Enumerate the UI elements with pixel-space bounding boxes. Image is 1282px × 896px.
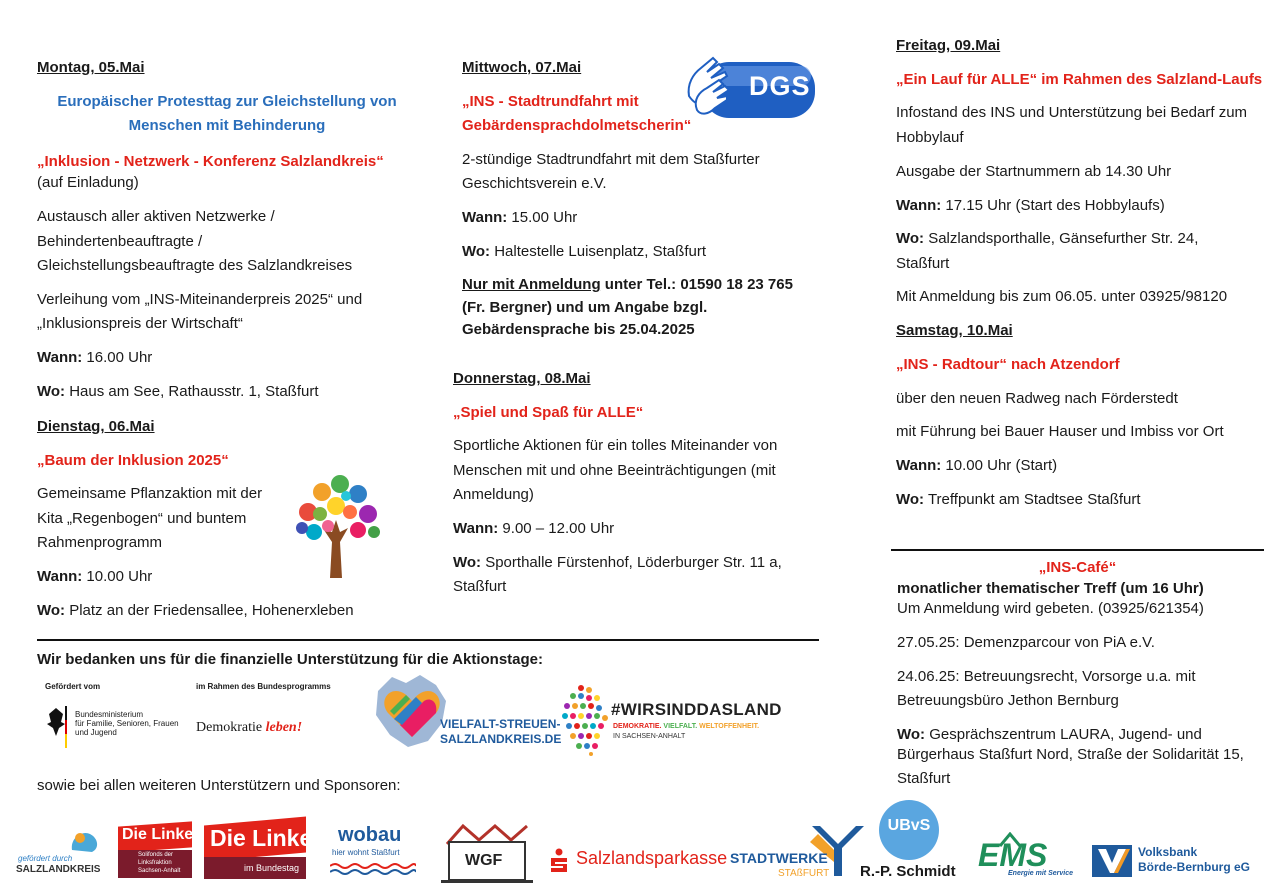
saturday-where (896, 490, 1141, 510)
leben-text: leben! (265, 720, 303, 735)
saturday-when (896, 456, 1057, 476)
tuesday-desc-3: Rahmenprogramm (37, 534, 163, 551)
wednesday-registration-1 (462, 275, 793, 295)
wednesday-registration-3: Gebärdensprache bis 25.04.2025 (462, 321, 695, 338)
vielfalt-line-1: VIELFALT-STREUEN- (440, 717, 561, 731)
monday-where (37, 382, 319, 402)
wir-democracy: DEMOKRATIE. (613, 723, 662, 730)
monday-desc-2: Behindertenbeauftragte / (37, 233, 203, 250)
sparkasse-s-icon (548, 848, 570, 872)
wir-diversity: VIELFALT. (661, 723, 698, 730)
funded-by-label: Gefördert vom (45, 682, 101, 691)
saturday-desc-2: mit Führung bei Bauer Hauser und Imbiss vor Ort (896, 423, 1224, 440)
when-value: 10.00 Uhr (Start) (941, 457, 1058, 474)
stadtwerke-text: STADTWERKE (730, 850, 828, 866)
hand-tree-icon (288, 472, 384, 578)
cafe-title: „INS-Café“ (1038, 559, 1117, 576)
sponsors-line: sowie bei allen weiteren Unterstützern und Sponsoren: (37, 777, 401, 794)
linke-text: Die Linke (122, 826, 194, 843)
cafe-where-1 (897, 725, 1202, 745)
wednesday-title-1: „INS - Stadtrundfahrt mit (462, 93, 639, 110)
when-label: Wann: (462, 209, 508, 226)
thursday-desc-1: Sportliche Aktionen für ein tolles Miteinander von (453, 437, 778, 454)
where-label: Wo: (896, 491, 925, 508)
linke-sub-2: Linksfraktion (138, 860, 172, 866)
when-label: Wann: (896, 457, 942, 474)
bmfsfj-line-3: und Jugend (75, 728, 117, 737)
where-label: Wo: (897, 726, 926, 743)
linke2-text: Die Linke (210, 825, 313, 851)
volksbank-v-icon (1092, 845, 1132, 877)
friday-desc-3: Ausgabe der Startnummern ab 14.30 Uhr (896, 163, 1172, 180)
tuesday-when (37, 567, 152, 587)
where-label: Wo: (37, 602, 66, 619)
stadtwerke-sub: STAßFURT (778, 868, 830, 879)
friday-desc-2: Hobbylauf (896, 129, 964, 146)
when-label: Wann: (37, 349, 83, 366)
friday-where-1 (896, 229, 1198, 249)
where-label: Wo: (453, 554, 482, 571)
salzland-line-2: SALZLANDKREIS (16, 864, 101, 875)
where-value: Haus am See, Rathausstr. 1, Staßfurt (65, 383, 319, 400)
cafe-event-2a: 24.06.25: Betreuungsrecht, Vorsorge u.a. mit (897, 668, 1196, 685)
dgs-text: DGS (749, 71, 811, 101)
thursday-where-1 (453, 553, 782, 573)
where-label: Wo: (37, 383, 66, 400)
friday-where-2: Staßfurt (896, 255, 950, 272)
saturday-desc-1: über den neuen Radweg nach Förderstedt (896, 390, 1178, 407)
bmfsfj-logo (45, 682, 190, 760)
wobau-sub: hier wohnt Staßfurt (332, 848, 400, 857)
friday-title: „Ein Lauf für ALLE“ im Rahmen des Salzland-Laufs (896, 71, 1263, 88)
sparkasse-logo (548, 846, 728, 874)
linke-bundestag-logo (204, 817, 313, 879)
wir-openness: WELTOFFENHEIT. (697, 723, 760, 730)
wobau-logo (328, 824, 418, 880)
salzlandkreis-mark-icon (68, 826, 102, 854)
when-value: 16.00 Uhr (82, 349, 153, 366)
friday-desc-1: Infostand des INS und Unterstützung bei Bedarf zum (896, 104, 1248, 121)
cafe-where-2: Bürgerhaus Staßfurt Nord, Straße der Solidarität 15, (897, 746, 1244, 763)
linke-sub-3: Sachsen-Anhalt (138, 868, 181, 874)
monday-award-1: Verleihung vom „INS-Miteinanderpreis 2025“ und (37, 291, 363, 308)
federal-eagle-icon (45, 706, 67, 750)
wednesday-when (462, 208, 577, 228)
schmidt-text: R.-P. Schmidt (860, 863, 956, 880)
saturday-title: „INS - Radtour“ nach Atzendorf (896, 356, 1120, 373)
bmfsfj-line-1: Bundesministerium (75, 710, 144, 719)
cafe-registration: Um Anmeldung wird gebeten. (03925/621354) (897, 600, 1204, 617)
thursday-heading: Donnerstag, 08.Mai (453, 370, 591, 387)
monday-note: (auf Einladung) (37, 174, 139, 191)
wednesday-where (462, 242, 706, 262)
thursday-title: „Spiel und Spaß für ALLE“ (453, 404, 644, 421)
monday-subtitle-1: Europäischer Protesttag zur Gleichstellung von (57, 93, 397, 110)
tuesday-desc-1: Gemeinsame Pflanzaktion mit der (37, 485, 263, 502)
program-label: im Rahmen des Bundesprogramms (196, 682, 331, 691)
when-value: 15.00 Uhr (507, 209, 578, 226)
where-value: Salzlandsporthalle, Gänsefurther Str. 24, (924, 230, 1199, 247)
where-value: Platz an der Friedensallee, Hohenerxleben (65, 602, 354, 619)
wobau-wave-icon (330, 862, 416, 876)
tuesday-desc-2: Kita „Regenbogen“ und buntem (37, 510, 247, 527)
thanks-divider (37, 639, 819, 641)
wednesday-desc-2: Geschichtsverein e.V. (462, 175, 607, 192)
monday-subtitle-2: Menschen mit Behinderung (128, 117, 326, 134)
saturday-heading: Samstag, 10.Mai (896, 322, 1013, 339)
cafe-event-2b: Betreuungsbüro Jethon Bernburg (897, 692, 1119, 709)
linke-sub-1: Solifonds der (138, 852, 174, 858)
where-label: Wo: (896, 230, 925, 247)
wgf-text: WGF (465, 852, 503, 869)
ems-text: EMS (978, 837, 1048, 873)
tuesday-where (37, 601, 354, 621)
friday-when (896, 196, 1165, 216)
demokratie-leben-logo (196, 682, 346, 742)
thursday-where-2: Staßfurt (453, 578, 507, 595)
registration-phone: unter Tel.: 01590 18 23 765 (600, 276, 793, 293)
cafe-subtitle: monatlicher thematischer Treff (um 16 Uhr) (897, 580, 1204, 597)
where-value: Treffpunkt am Stadtsee Staßfurt (924, 491, 1141, 508)
when-label: Wann: (37, 568, 83, 585)
when-label: Wann: (896, 197, 942, 214)
salzland-line-1: gefördert durch (18, 854, 73, 863)
wednesday-heading: Mittwoch, 07.Mai (462, 59, 582, 76)
volksbank-line-1: Volksbank (1138, 845, 1198, 859)
stadtwerke-logo (728, 820, 866, 882)
monday-heading: Montag, 05.Mai (37, 59, 145, 76)
sparkasse-text: Salzlandsparkasse (576, 848, 728, 868)
ubvs-logo (879, 800, 941, 860)
when-value: 17.15 Uhr (Start des Hobbylaufs) (941, 197, 1165, 214)
where-value: Haltestelle Luisenplatz, Staßfurt (490, 243, 706, 260)
cafe-divider (891, 549, 1264, 551)
demokratie-text: Demokratie (196, 720, 263, 735)
wir-line-3: IN SACHSEN-ANHALT (613, 733, 686, 740)
where-value: Sporthalle Fürstenhof, Löderburger Str. 11 a, (481, 554, 782, 571)
vielfalt-streuen-logo (372, 671, 562, 756)
cafe-event-1: 27.05.25: Demenzparcour von PiA e.V. (897, 634, 1155, 651)
monday-title: „Inklusion - Netzwerk - Konferenz Salzlandkreis“ (37, 153, 384, 170)
ems-logo (978, 832, 1082, 880)
volksbank-logo (1092, 843, 1268, 879)
friday-registration: Mit Anmeldung bis zum 06.05. unter 03925/98120 (896, 288, 1228, 305)
thursday-desc-2: Menschen mit und ohne Beeinträchtigungen (mit (453, 462, 776, 479)
linke-solifonds-logo (118, 818, 192, 878)
when-label: Wann: (453, 520, 499, 537)
dotted-map-icon (561, 684, 611, 756)
vielfalt-line-2: SALZLANDKREIS.DE (440, 732, 562, 746)
linke2-sub: im Bundestag (244, 863, 300, 873)
tuesday-title: „Baum der Inklusion 2025“ (37, 452, 229, 469)
ubvs-text: UBvS (887, 817, 931, 834)
wir-sind-das-land-logo (561, 684, 793, 758)
wobau-text: wobau (338, 824, 402, 846)
thanks-heading: Wir bedanken uns für die finanzielle Unterstützung für die Aktionstage: (37, 651, 544, 668)
friday-heading: Freitag, 09.Mai (896, 37, 1001, 54)
tuesday-heading: Dienstag, 06.Mai (37, 418, 155, 435)
monday-desc-3: Gleichstellungsbeauftragte des Salzlandkreises (37, 257, 353, 274)
ems-sub: Energie mit Service (1008, 870, 1073, 877)
when-value: 10.00 Uhr (82, 568, 153, 585)
wednesday-title-2: Gebärdensprachdolmetscherin“ (462, 117, 692, 134)
monday-when (37, 348, 152, 368)
thursday-when (453, 519, 614, 539)
cafe-where-3: Staßfurt (897, 770, 951, 787)
monday-desc-1: Austausch aller aktiven Netzwerke / (37, 208, 275, 225)
when-value: 9.00 – 12.00 Uhr (498, 520, 615, 537)
where-value: Gesprächszentrum LAURA, Jugend- und (925, 726, 1202, 743)
salzlandkreis-logo (16, 826, 108, 878)
volksbank-line-2: Börde-Bernburg eG (1138, 860, 1251, 874)
wednesday-desc-1: 2-stündige Stadtrundfahrt mit dem Staßfurter (462, 151, 760, 168)
wednesday-registration-2: (Fr. Bergner) und um Angabe bzgl. (462, 299, 708, 316)
dgs-logo (683, 54, 817, 122)
registration-required: Nur mit Anmeldung (462, 276, 601, 293)
where-label: Wo: (462, 243, 491, 260)
wgf-logo (441, 820, 533, 884)
bmfsfj-line-2: für Familie, Senioren, Frauen (75, 719, 179, 728)
thursday-desc-3: Anmeldung) (453, 486, 534, 503)
wir-line-1: #WIRSINDDASLAND (611, 700, 782, 719)
monday-award-2: „Inklusionspreis der Wirtschaft“ (37, 315, 243, 332)
